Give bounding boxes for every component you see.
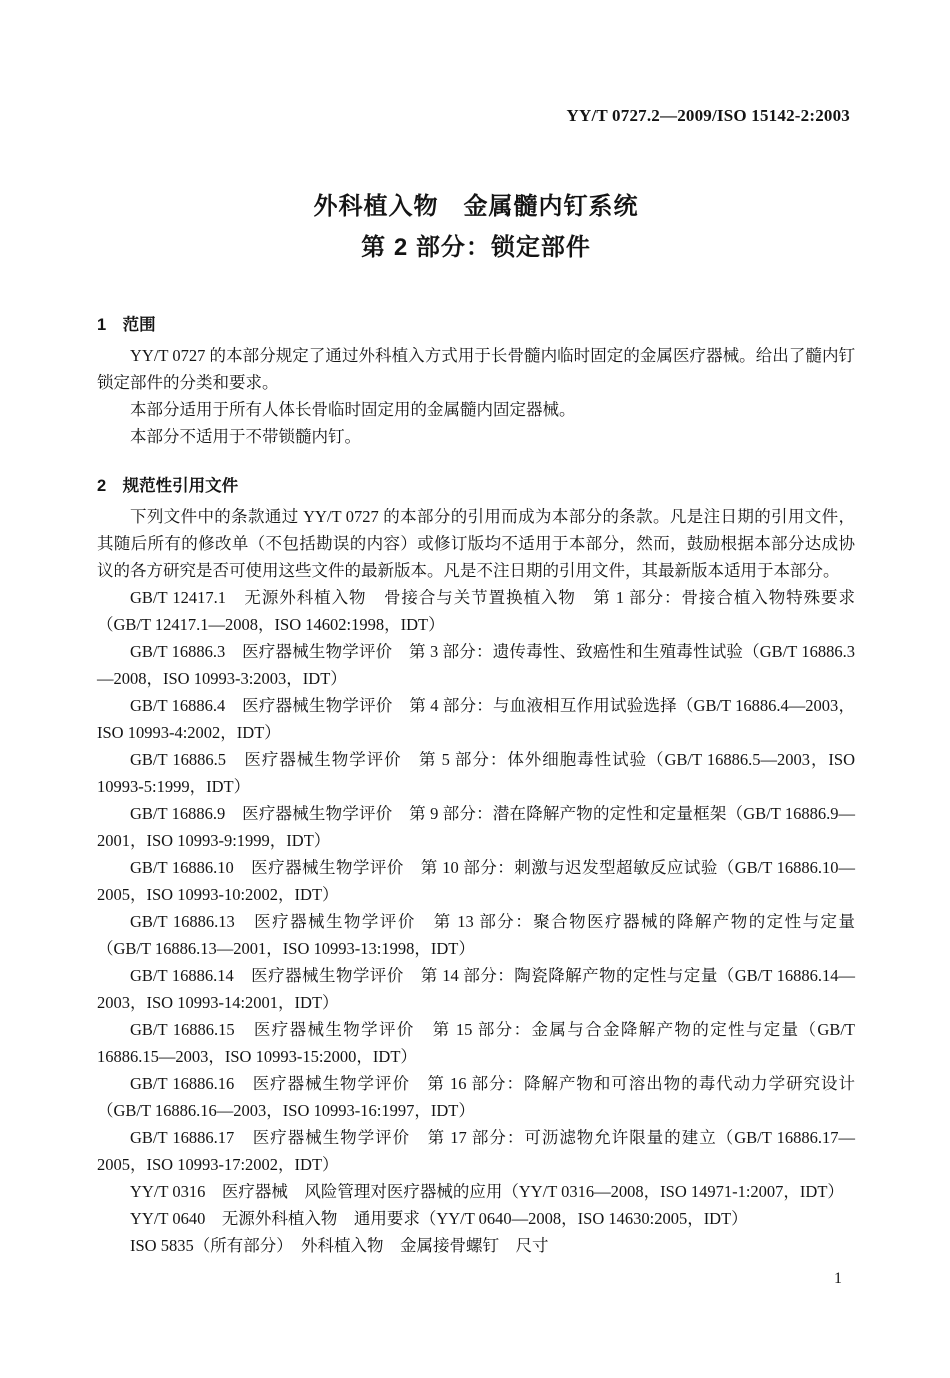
reference-item: GB/T 16886.5 医疗器械生物学评价 第 5 部分：体外细胞毒性试验（GB/T 16886.5—2003，ISO 10993-5:1999，IDT） (97, 750, 855, 796)
page-number: 1 (834, 1270, 842, 1287)
reference-item: YY/T 0316 医疗器械 风险管理对医疗器械的应用（YY/T 0316—2008，ISO 14971-1:2007，IDT） (130, 1182, 844, 1201)
reference-item: GB/T 12417.1 无源外科植入物 骨接合与关节置换植入物 第 1 部分：骨接合植入物特殊要求（GB/T 12417.1—2008，ISO 14602:1998，IDT） (97, 588, 855, 634)
reference-item: GB/T 16886.3 医疗器械生物学评价 第 3 部分：遗传毒性、致癌性和生殖毒性试验（GB/T 16886.3—2008，ISO 10993-3:2003，IDT） (97, 642, 855, 688)
reference-item: GB/T 16886.15 医疗器械生物学评价 第 15 部分：金属与合金降解产物的定性与定量（GB/T 16886.15—2003，ISO 10993-15:2000，IDT） (97, 1020, 855, 1066)
reference-item: GB/T 16886.10 医疗器械生物学评价 第 10 部分：刺激与迟发型超敏反应试验（GB/T 16886.10—2005，ISO 10993-10:2002，IDT） (97, 858, 855, 904)
scope-paragraph: 本部分不适用于不带锁髓内钉。 (130, 427, 361, 446)
reference-item: GB/T 16886.13 医疗器械生物学评价 第 13 部分：聚合物医疗器械的降解产物的定性与定量（GB/T 16886.13—2001，ISO 10993-13:1998，IDT） (97, 912, 855, 958)
reference-item: GB/T 16886.14 医疗器械生物学评价 第 14 部分：陶瓷降解产物的定性与定量（GB/T 16886.14—2003，ISO 10993-14:2001，IDT） (97, 966, 855, 1012)
reference-item: GB/T 16886.9 医疗器械生物学评价 第 9 部分：潜在降解产物的定性和定量框架（GB/T 16886.9—2001，ISO 10993-9:1999，IDT） (97, 804, 855, 850)
document-title-line1: 外科植入物 金属髓内钉系统 (313, 193, 639, 220)
title-block (97, 186, 855, 268)
section-scope (97, 312, 855, 450)
document-title-line2: 第 2 部分：锁定部件 (361, 234, 591, 261)
reference-item: YY/T 0640 无源外科植入物 通用要求（YY/T 0640—2008，ISO 14630:2005，IDT） (130, 1209, 748, 1228)
document-header (97, 106, 850, 126)
reference-item: GB/T 16886.17 医疗器械生物学评价 第 17 部分：可沥滤物允许限量的建立（GB/T 16886.17—2005，ISO 10993-17:2002，IDT） (97, 1128, 855, 1174)
section-heading-scope: 1 范围 (97, 316, 156, 334)
reference-item: ISO 5835（所有部分） 外科植入物 金属接骨螺钉 尺寸 (130, 1236, 549, 1255)
normative-intro-paragraph: 下列文件中的条款通过 YY/T 0727 的本部分的引用而成为本部分的条款。凡是注日期的引用文件，其随后所有的修改单（不包括勘误的内容）或修订版均不适用于本部分，然而，鼓励根据本部分达成协议的各方研究是否可使用这些文件的最新版本。凡是不注日期的引用文件，其最新版本适用于本部分。 (97, 507, 855, 580)
reference-item: GB/T 16886.4 医疗器械生物学评价 第 4 部分：与血液相互作用试验选择（GB/T 16886.4—2003，ISO 10993-4:2002，IDT） (97, 696, 855, 742)
scope-paragraph: YY/T 0727 的本部分规定了通过外科植入方式用于长骨髓内临时固定的金属医疗器械。给出了髓内钉锁定部件的分类和要求。 (97, 346, 855, 392)
section-heading-normative-references: 2 规范性引用文件 (97, 477, 239, 495)
reference-item: GB/T 16886.16 医疗器械生物学评价 第 16 部分：降解产物和可溶出物的毒代动力学研究设计（GB/T 16886.16—2003，ISO 10993-16:1997，IDT） (97, 1074, 855, 1120)
standard-number: YY/T 0727.2—2009/ISO 15142-2:2003 (566, 106, 850, 125)
page-content (97, 186, 855, 1259)
section-normative-references (97, 473, 855, 1259)
scope-paragraph: 本部分适用于所有人体长骨临时固定用的金属髓内固定器械。 (130, 400, 576, 419)
